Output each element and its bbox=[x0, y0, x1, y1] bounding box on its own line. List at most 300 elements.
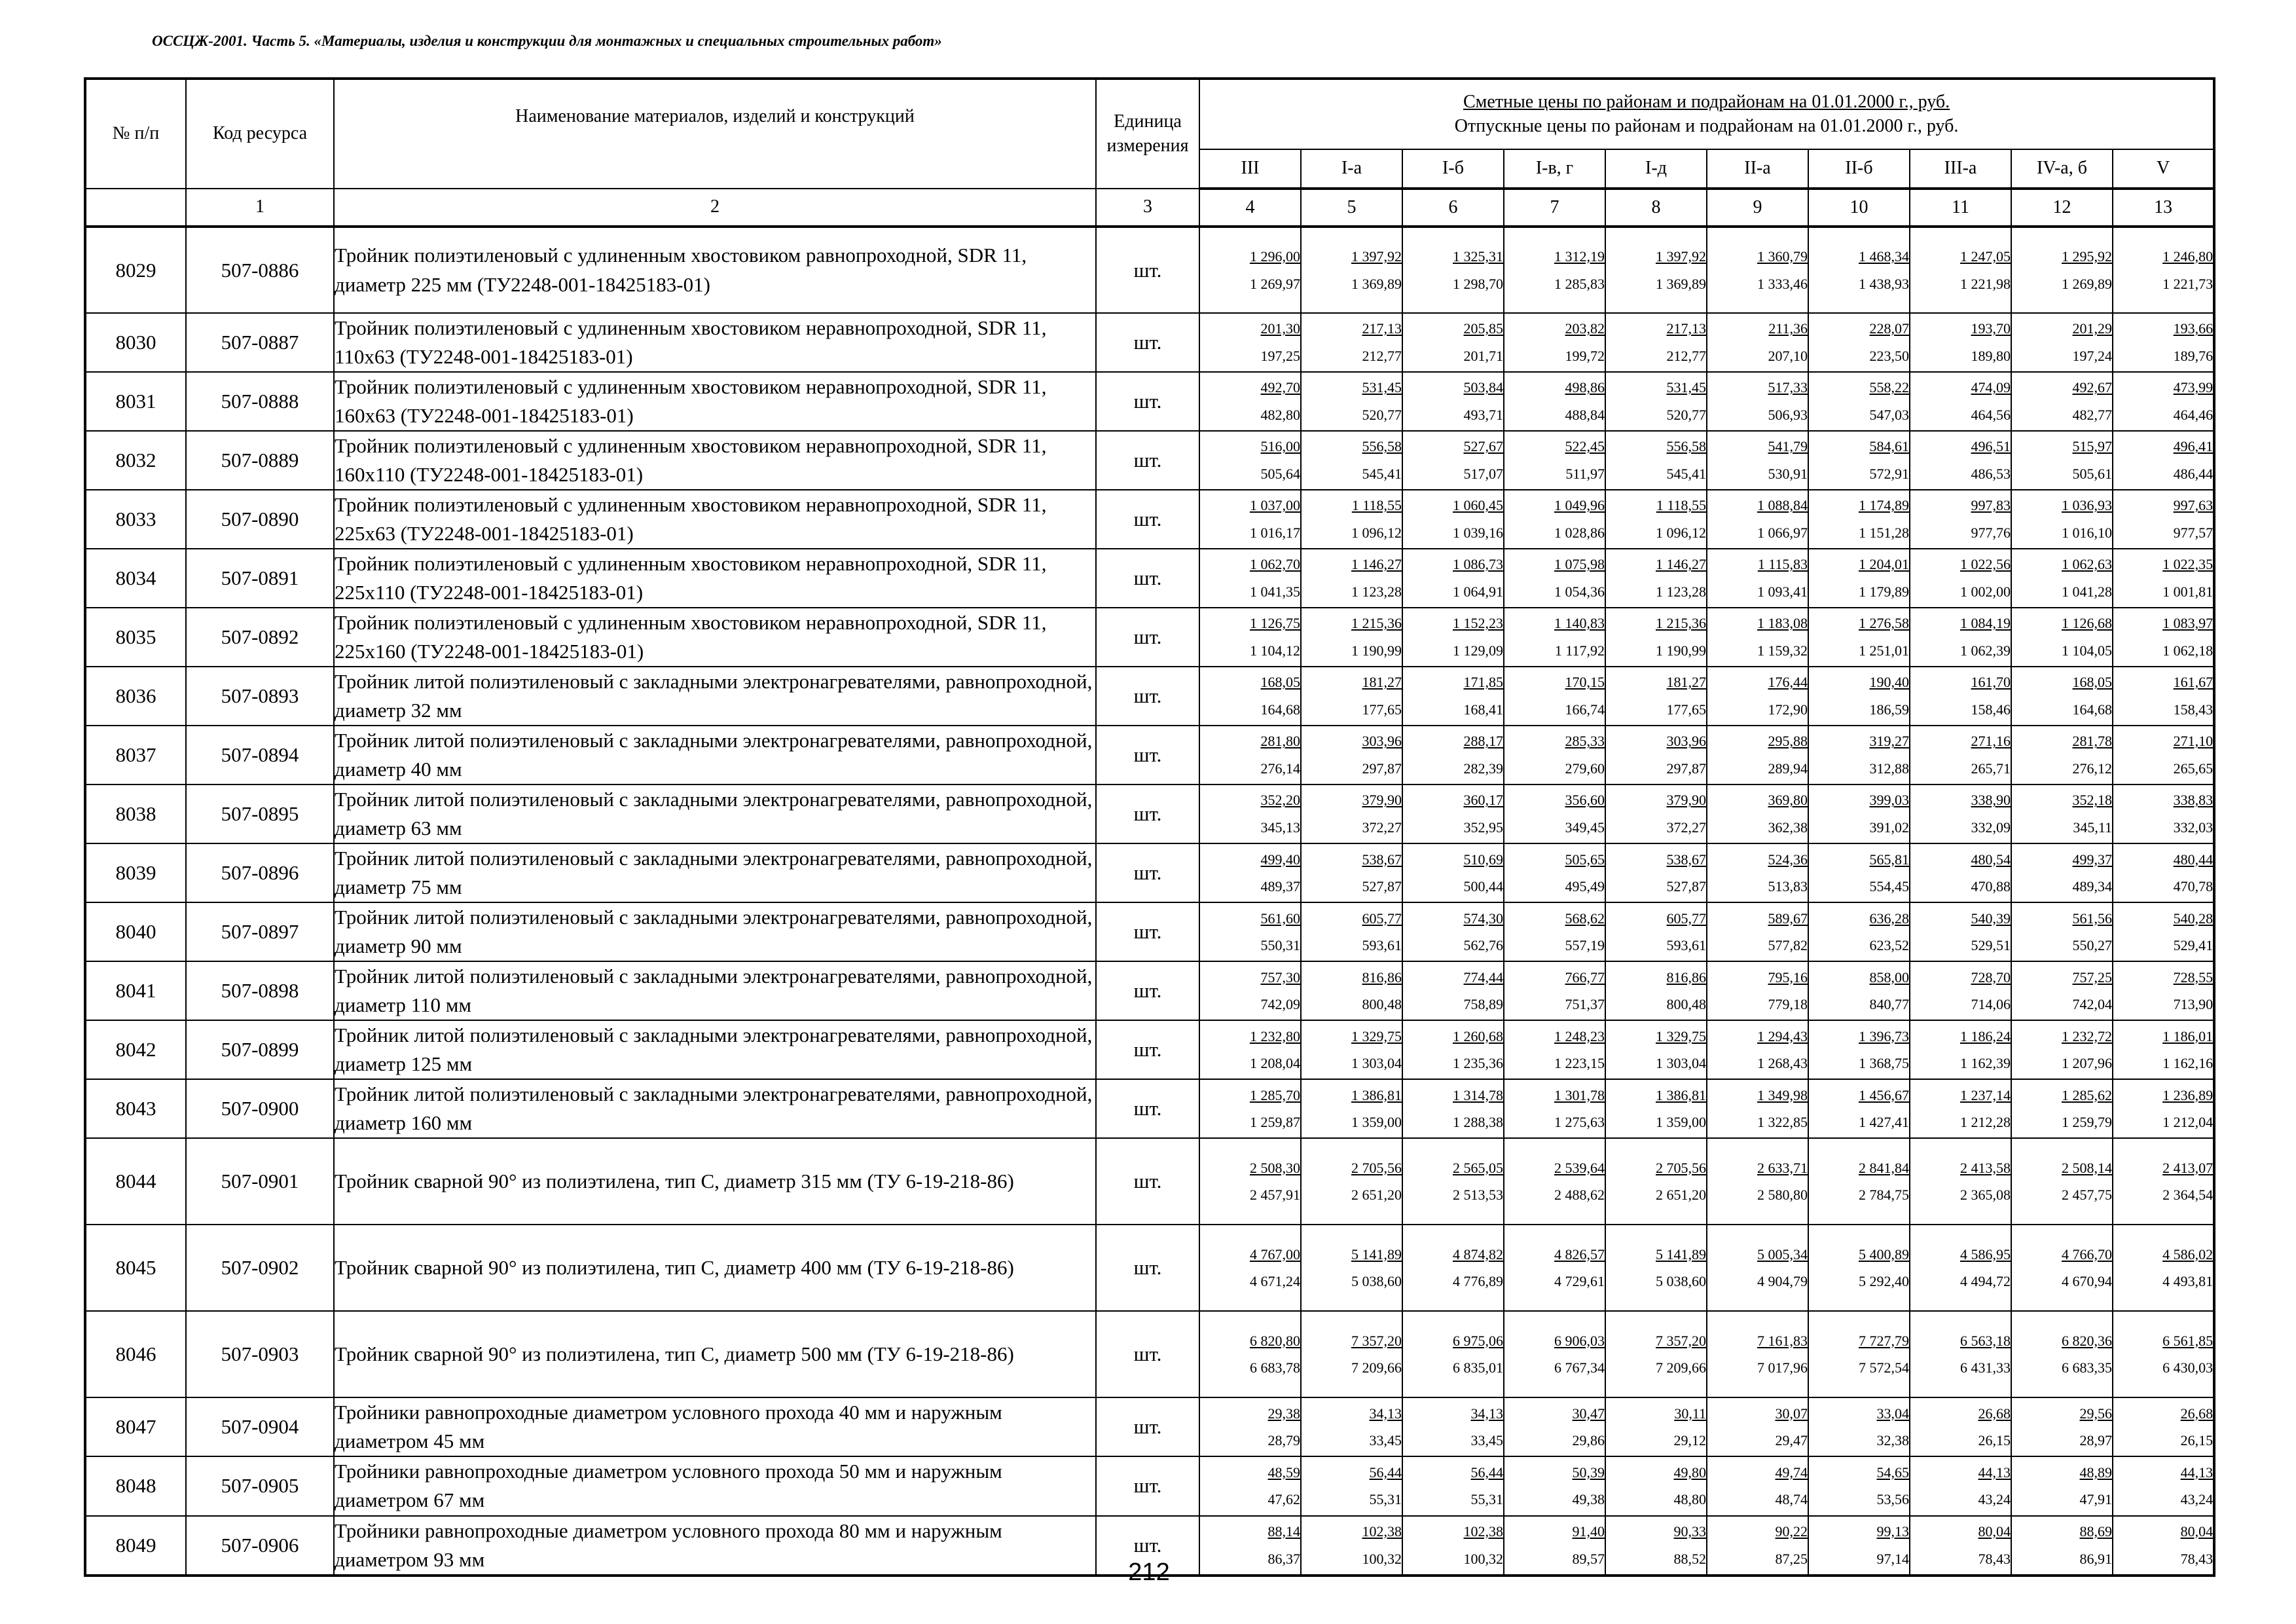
price-cell bbox=[1605, 667, 1707, 726]
price-cell bbox=[1910, 902, 2011, 961]
estimate-price: 728,70 bbox=[1971, 969, 2011, 986]
estimate-price: 193,66 bbox=[2173, 320, 2214, 337]
estimate-price: 4 586,02 bbox=[2162, 1246, 2214, 1263]
price-cell bbox=[1199, 843, 1301, 902]
release-price: 4 494,72 bbox=[1960, 1273, 2011, 1290]
estimate-price: 1 386,81 bbox=[1656, 1086, 1706, 1103]
release-price: 1 369,89 bbox=[1656, 275, 1706, 292]
table-row bbox=[85, 313, 2214, 372]
row-number: 8034 bbox=[85, 549, 186, 608]
price-cell bbox=[1301, 1079, 1402, 1138]
resource-code: 507-0890 bbox=[186, 490, 334, 549]
estimate-price: 80,04 bbox=[1978, 1522, 2011, 1540]
estimate-price: 5 400,89 bbox=[1859, 1246, 1909, 1263]
estimate-price: 2 633,71 bbox=[1757, 1159, 1808, 1176]
release-price: 1 208,04 bbox=[1250, 1055, 1300, 1072]
release-price: 1 117,92 bbox=[1554, 642, 1605, 659]
estimate-price: 168,05 bbox=[1260, 674, 1300, 691]
resource-code: 507-0894 bbox=[186, 726, 334, 784]
header-prices-estimate: Сметные цены по районам и подрайонам на 01.01.2000 г., руб. bbox=[1463, 92, 1950, 113]
price-cell bbox=[1910, 431, 2011, 490]
estimate-price: 1 232,80 bbox=[1250, 1027, 1300, 1044]
estimate-price: 6 820,36 bbox=[2062, 1332, 2112, 1349]
release-price: 1 221,73 bbox=[2162, 275, 2214, 292]
release-price: 1 041,35 bbox=[1250, 583, 1300, 600]
release-price: 562,76 bbox=[1463, 937, 1503, 954]
price-cell bbox=[2113, 667, 2214, 726]
estimate-price: 540,28 bbox=[2173, 910, 2214, 927]
column-number: 11 bbox=[1910, 189, 2011, 227]
price-cell bbox=[1504, 902, 1605, 961]
estimate-price: 510,69 bbox=[1463, 851, 1503, 868]
resource-code: 507-0887 bbox=[186, 313, 334, 372]
header-region: I-б bbox=[1402, 149, 1504, 189]
estimate-price: 2 508,30 bbox=[1250, 1159, 1300, 1176]
price-cell bbox=[1910, 1225, 2011, 1311]
price-cell bbox=[1605, 227, 1707, 313]
estimate-price: 5 005,34 bbox=[1757, 1246, 1808, 1263]
price-cell bbox=[2113, 784, 2214, 843]
price-cell bbox=[2113, 843, 2214, 902]
estimate-price: 492,67 bbox=[2072, 379, 2112, 396]
release-price: 372,27 bbox=[1362, 819, 1402, 836]
release-price: 48,74 bbox=[1775, 1491, 1808, 1508]
estimate-price: 193,70 bbox=[1971, 320, 2011, 337]
document-header: ОССЦЖ-2001. Часть 5. «Материалы, изделия и конструкции для монтажных и специальных строительных работ» bbox=[152, 33, 942, 49]
estimate-price: 399,03 bbox=[1869, 792, 1909, 809]
price-cell bbox=[1199, 1311, 1301, 1397]
estimate-price: 2 841,84 bbox=[1859, 1159, 1909, 1176]
estimate-price: 1 204,01 bbox=[1859, 556, 1909, 573]
price-cell bbox=[1910, 1516, 2011, 1576]
release-price: 488,84 bbox=[1565, 407, 1605, 424]
estimate-price: 33,04 bbox=[1876, 1405, 1909, 1422]
price-cell bbox=[1808, 1516, 1910, 1576]
price-cell bbox=[1402, 549, 1504, 608]
estimate-price: 1 468,34 bbox=[1859, 248, 1909, 265]
table-row bbox=[85, 667, 2214, 726]
table-row bbox=[85, 1456, 2214, 1515]
estimate-price: 757,25 bbox=[2072, 969, 2112, 986]
estimate-price: 48,59 bbox=[1267, 1464, 1300, 1481]
release-price: 197,25 bbox=[1260, 348, 1300, 365]
estimate-price: 271,16 bbox=[1971, 733, 2011, 750]
release-price: 2 784,75 bbox=[1859, 1187, 1909, 1204]
price-cell bbox=[2113, 1138, 2214, 1225]
release-price: 6 683,78 bbox=[1250, 1359, 1300, 1376]
release-price: 212,77 bbox=[1666, 348, 1706, 365]
price-table bbox=[84, 77, 2215, 1577]
price-cell bbox=[1199, 1079, 1301, 1138]
estimate-price: 285,33 bbox=[1565, 733, 1605, 750]
price-cell bbox=[2113, 1456, 2214, 1515]
estimate-price: 1 146,27 bbox=[1351, 556, 1402, 573]
price-cell bbox=[1504, 1079, 1605, 1138]
release-price: 276,14 bbox=[1260, 760, 1300, 777]
price-cell bbox=[2113, 372, 2214, 431]
estimate-price: 1 022,56 bbox=[1960, 556, 2011, 573]
unit-of-measure: шт. bbox=[1096, 1225, 1199, 1311]
material-name: Тройник литой полиэтиленовый с закладными электронагревателями, равнопроходной, диаметр 40 мм bbox=[334, 726, 1096, 784]
release-price: 7 209,66 bbox=[1351, 1359, 1402, 1376]
price-cell bbox=[2011, 1225, 2113, 1311]
price-cell bbox=[1199, 431, 1301, 490]
estimate-price: 6 906,03 bbox=[1554, 1332, 1605, 1349]
release-price: 1 129,09 bbox=[1453, 642, 1503, 659]
material-name: Тройники равнопроходные диаметром условного прохода 50 мм и наружным диаметром 67 мм bbox=[334, 1456, 1096, 1515]
estimate-price: 516,00 bbox=[1260, 438, 1300, 455]
release-price: 1 303,04 bbox=[1351, 1055, 1402, 1072]
estimate-price: 1 183,08 bbox=[1757, 615, 1808, 632]
estimate-price: 90,33 bbox=[1673, 1522, 1706, 1540]
release-price: 28,79 bbox=[1267, 1432, 1300, 1449]
release-price: 2 580,80 bbox=[1757, 1187, 1808, 1204]
estimate-price: 1 086,73 bbox=[1453, 556, 1503, 573]
estimate-price: 190,40 bbox=[1869, 674, 1909, 691]
header-code: Код ресурса bbox=[186, 79, 334, 189]
estimate-price: 1 232,72 bbox=[2062, 1027, 2112, 1044]
release-price: 4 670,94 bbox=[2062, 1273, 2112, 1290]
header-region: III-а bbox=[1910, 149, 2011, 189]
price-cell bbox=[2113, 608, 2214, 667]
release-price: 4 776,89 bbox=[1453, 1273, 1503, 1290]
release-price: 197,24 bbox=[2072, 348, 2112, 365]
release-price: 2 457,75 bbox=[2062, 1187, 2112, 1204]
estimate-price: 201,30 bbox=[1260, 320, 1300, 337]
price-cell bbox=[2011, 1456, 2113, 1515]
release-price: 172,90 bbox=[1768, 701, 1808, 718]
price-cell bbox=[1707, 902, 1808, 961]
release-price: 265,65 bbox=[2173, 760, 2214, 777]
price-cell bbox=[2011, 667, 2113, 726]
estimate-price: 766,77 bbox=[1565, 969, 1605, 986]
price-cell bbox=[1504, 431, 1605, 490]
estimate-price: 1 084,19 bbox=[1960, 615, 2011, 632]
release-price: 26,15 bbox=[1978, 1432, 2011, 1449]
price-cell bbox=[2011, 372, 2113, 431]
price-cell bbox=[1605, 549, 1707, 608]
release-price: 554,45 bbox=[1869, 878, 1909, 895]
price-cell bbox=[2011, 490, 2113, 549]
price-cell bbox=[1910, 843, 2011, 902]
resource-code: 507-0895 bbox=[186, 784, 334, 843]
table-row bbox=[85, 608, 2214, 667]
row-number: 8038 bbox=[85, 784, 186, 843]
release-price: 1 016,17 bbox=[1250, 525, 1300, 542]
estimate-price: 6 563,18 bbox=[1960, 1332, 2011, 1349]
table-row bbox=[85, 1397, 2214, 1456]
price-cell bbox=[1301, 490, 1402, 549]
release-price: 505,64 bbox=[1260, 466, 1300, 483]
release-price: 5 292,40 bbox=[1859, 1273, 1909, 1290]
estimate-price: 44,13 bbox=[2180, 1464, 2214, 1481]
release-price: 1 259,79 bbox=[2062, 1114, 2112, 1131]
release-price: 593,61 bbox=[1362, 937, 1402, 954]
release-price: 550,27 bbox=[2072, 937, 2112, 954]
price-cell bbox=[1808, 1225, 1910, 1311]
table-row bbox=[85, 227, 2214, 313]
estimate-price: 90,22 bbox=[1775, 1522, 1808, 1540]
row-number: 8040 bbox=[85, 902, 186, 961]
price-cell bbox=[1707, 490, 1808, 549]
price-cell bbox=[1605, 1397, 1707, 1456]
estimate-price: 26,68 bbox=[1978, 1405, 2011, 1422]
price-cell bbox=[1808, 1456, 1910, 1515]
estimate-price: 540,39 bbox=[1971, 910, 2011, 927]
release-price: 177,65 bbox=[1362, 701, 1402, 718]
estimate-price: 1 294,43 bbox=[1757, 1027, 1808, 1044]
price-cell bbox=[1199, 1138, 1301, 1225]
price-cell bbox=[1605, 961, 1707, 1020]
release-price: 577,82 bbox=[1768, 937, 1808, 954]
estimate-price: 7 727,79 bbox=[1859, 1332, 1909, 1349]
row-number: 8031 bbox=[85, 372, 186, 431]
price-cell bbox=[1402, 1397, 1504, 1456]
price-cell bbox=[1808, 1079, 1910, 1138]
estimate-price: 6 820,80 bbox=[1250, 1332, 1300, 1349]
estimate-price: 1 397,92 bbox=[1656, 248, 1706, 265]
price-cell bbox=[1402, 1311, 1504, 1397]
estimate-price: 2 539,64 bbox=[1554, 1159, 1605, 1176]
release-price: 742,04 bbox=[2072, 996, 2112, 1013]
release-price: 7 209,66 bbox=[1656, 1359, 1706, 1376]
table-row bbox=[85, 726, 2214, 784]
price-cell bbox=[1301, 431, 1402, 490]
column-number: 9 bbox=[1707, 189, 1808, 227]
estimate-price: 499,40 bbox=[1260, 851, 1300, 868]
price-cell bbox=[1504, 726, 1605, 784]
release-price: 2 651,20 bbox=[1656, 1187, 1706, 1204]
material-name: Тройник литой полиэтиленовый с закладными электронагревателями, равнопроходной, диаметр 63 мм bbox=[334, 784, 1096, 843]
release-price: 1 359,00 bbox=[1656, 1114, 1706, 1131]
estimate-price: 1 349,98 bbox=[1757, 1086, 1808, 1103]
release-price: 223,50 bbox=[1869, 348, 1909, 365]
estimate-price: 170,15 bbox=[1565, 674, 1605, 691]
row-number: 8039 bbox=[85, 843, 186, 902]
column-number: 13 bbox=[2113, 189, 2214, 227]
price-cell bbox=[1910, 1079, 2011, 1138]
price-cell bbox=[2113, 726, 2214, 784]
estimate-price: 211,36 bbox=[1768, 320, 1808, 337]
release-price: 489,37 bbox=[1260, 878, 1300, 895]
estimate-price: 1 215,36 bbox=[1351, 615, 1402, 632]
header-region: III bbox=[1199, 149, 1301, 189]
price-cell bbox=[2011, 1311, 2113, 1397]
header-unit: Единица измерения bbox=[1096, 79, 1199, 189]
price-cell bbox=[1199, 902, 1301, 961]
price-cell bbox=[1808, 1397, 1910, 1456]
release-price: 1 039,16 bbox=[1453, 525, 1503, 542]
price-cell bbox=[1199, 1456, 1301, 1515]
price-cell bbox=[1402, 1456, 1504, 1515]
price-cell bbox=[1910, 1138, 2011, 1225]
price-cell bbox=[1605, 1225, 1707, 1311]
release-price: 493,71 bbox=[1463, 407, 1503, 424]
price-cell bbox=[1707, 843, 1808, 902]
estimate-price: 1 215,36 bbox=[1656, 615, 1706, 632]
price-cell bbox=[1402, 667, 1504, 726]
header-region: I-д bbox=[1605, 149, 1707, 189]
price-cell bbox=[1301, 1516, 1402, 1576]
release-price: 312,88 bbox=[1869, 760, 1909, 777]
row-number: 8029 bbox=[85, 227, 186, 313]
estimate-price: 56,44 bbox=[1470, 1464, 1503, 1481]
estimate-price: 1 301,78 bbox=[1554, 1086, 1605, 1103]
row-number: 8041 bbox=[85, 961, 186, 1020]
estimate-price: 5 141,89 bbox=[1656, 1246, 1706, 1263]
price-cell bbox=[1605, 726, 1707, 784]
price-cell bbox=[1301, 726, 1402, 784]
estimate-price: 1 276,58 bbox=[1859, 615, 1909, 632]
table-row bbox=[85, 902, 2214, 961]
price-cell bbox=[2011, 902, 2113, 961]
release-price: 506,93 bbox=[1768, 407, 1808, 424]
estimate-price: 29,38 bbox=[1267, 1405, 1300, 1422]
price-cell bbox=[2011, 313, 2113, 372]
row-number: 8035 bbox=[85, 608, 186, 667]
price-cell bbox=[1910, 608, 2011, 667]
release-price: 5 038,60 bbox=[1656, 1273, 1706, 1290]
price-cell bbox=[1707, 1138, 1808, 1225]
estimate-price: 34,13 bbox=[1470, 1405, 1503, 1422]
release-price: 186,59 bbox=[1869, 701, 1909, 718]
release-price: 1 285,83 bbox=[1554, 275, 1605, 292]
price-cell bbox=[2113, 902, 2214, 961]
material-name: Тройник литой полиэтиленовый с закладными электронагревателями, равнопроходной, диаметр 32 мм bbox=[334, 667, 1096, 726]
material-name: Тройник литой полиэтиленовый с закладными электронагревателями, равнопроходной, диаметр 125 мм bbox=[334, 1020, 1096, 1079]
price-cell bbox=[1707, 1456, 1808, 1515]
column-number: 2 bbox=[334, 189, 1096, 227]
price-cell bbox=[1402, 784, 1504, 843]
price-cell bbox=[1605, 1020, 1707, 1079]
row-number: 8045 bbox=[85, 1225, 186, 1311]
price-cell bbox=[2113, 1079, 2214, 1138]
price-cell bbox=[1402, 902, 1504, 961]
price-cell bbox=[2011, 784, 2113, 843]
resource-code: 507-0889 bbox=[186, 431, 334, 490]
estimate-price: 34,13 bbox=[1369, 1405, 1402, 1422]
estimate-price: 522,45 bbox=[1565, 438, 1605, 455]
release-price: 372,27 bbox=[1666, 819, 1706, 836]
release-price: 758,89 bbox=[1463, 996, 1503, 1013]
price-cell bbox=[1605, 843, 1707, 902]
price-cell bbox=[1504, 784, 1605, 843]
estimate-price: 203,82 bbox=[1565, 320, 1605, 337]
price-cell bbox=[1808, 667, 1910, 726]
release-price: 1 212,28 bbox=[1960, 1114, 2011, 1131]
release-price: 1 179,89 bbox=[1859, 583, 1909, 600]
material-name: Тройник литой полиэтиленовый с закладными электронагревателями, равнопроходной, диаметр 110 мм bbox=[334, 961, 1096, 1020]
price-cell bbox=[1605, 372, 1707, 431]
release-price: 2 513,53 bbox=[1453, 1187, 1503, 1204]
price-cell bbox=[2011, 1516, 2113, 1576]
release-price: 977,57 bbox=[2173, 525, 2214, 542]
unit-of-measure: шт. bbox=[1096, 961, 1199, 1020]
price-cell bbox=[1707, 1225, 1808, 1311]
release-price: 55,31 bbox=[1369, 1491, 1402, 1508]
release-price: 1 269,97 bbox=[1250, 275, 1300, 292]
estimate-price: 757,30 bbox=[1260, 969, 1300, 986]
price-cell bbox=[1707, 961, 1808, 1020]
unit-of-measure: шт. bbox=[1096, 1311, 1199, 1397]
estimate-price: 1 062,63 bbox=[2062, 556, 2112, 573]
price-cell bbox=[1910, 1311, 2011, 1397]
estimate-price: 1 236,89 bbox=[2162, 1086, 2214, 1103]
release-price: 482,77 bbox=[2072, 407, 2112, 424]
unit-of-measure: шт. bbox=[1096, 1397, 1199, 1456]
release-price: 4 493,81 bbox=[2162, 1273, 2214, 1290]
estimate-price: 728,55 bbox=[2173, 969, 2214, 986]
price-cell bbox=[1199, 1225, 1301, 1311]
release-price: 800,48 bbox=[1362, 996, 1402, 1013]
unit-of-measure: шт. bbox=[1096, 726, 1199, 784]
price-cell bbox=[1301, 313, 1402, 372]
release-price: 2 651,20 bbox=[1351, 1187, 1402, 1204]
estimate-price: 1 386,81 bbox=[1351, 1086, 1402, 1103]
material-name: Тройник полиэтиленовый с удлиненным хвостовиком неравнопроходной, SDR 11, 110х63 (ТУ2248-001-18425183-01) bbox=[334, 313, 1096, 372]
price-cell bbox=[1707, 1397, 1808, 1456]
price-cell bbox=[2113, 1020, 2214, 1079]
estimate-price: 556,58 bbox=[1666, 438, 1706, 455]
release-price: 4 904,79 bbox=[1757, 1273, 1808, 1290]
price-cell bbox=[1301, 1225, 1402, 1311]
estimate-price: 1 146,27 bbox=[1656, 556, 1706, 573]
release-price: 1 359,00 bbox=[1351, 1114, 1402, 1131]
estimate-price: 816,86 bbox=[1362, 969, 1402, 986]
estimate-price: 1 456,67 bbox=[1859, 1086, 1909, 1103]
estimate-price: 2 565,05 bbox=[1453, 1159, 1503, 1176]
row-number: 8030 bbox=[85, 313, 186, 372]
price-cell bbox=[2011, 227, 2113, 313]
release-price: 1 190,99 bbox=[1351, 642, 1402, 659]
price-cell bbox=[1808, 549, 1910, 608]
estimate-price: 480,44 bbox=[2173, 851, 2214, 868]
estimate-price: 589,67 bbox=[1768, 910, 1808, 927]
price-cell bbox=[1910, 372, 2011, 431]
release-price: 55,31 bbox=[1470, 1491, 1503, 1508]
estimate-price: 561,60 bbox=[1260, 910, 1300, 927]
price-cell bbox=[1910, 784, 2011, 843]
estimate-price: 5 141,89 bbox=[1351, 1246, 1402, 1263]
release-price: 1 104,05 bbox=[2062, 642, 2112, 659]
release-price: 86,91 bbox=[2079, 1550, 2112, 1567]
price-cell bbox=[2011, 1138, 2113, 1225]
header-region: IV-а, б bbox=[2011, 149, 2113, 189]
table-row bbox=[85, 372, 2214, 431]
estimate-price: 605,77 bbox=[1362, 910, 1402, 927]
estimate-price: 474,09 bbox=[1971, 379, 2011, 396]
estimate-price: 356,60 bbox=[1565, 792, 1605, 809]
price-cell bbox=[1910, 1020, 2011, 1079]
estimate-price: 352,18 bbox=[2072, 792, 2112, 809]
release-price: 164,68 bbox=[2072, 701, 2112, 718]
table-row bbox=[85, 490, 2214, 549]
price-cell bbox=[2011, 608, 2113, 667]
release-price: 345,13 bbox=[1260, 819, 1300, 836]
resource-code: 507-0888 bbox=[186, 372, 334, 431]
release-price: 511,97 bbox=[1565, 466, 1605, 483]
estimate-price: 1 126,68 bbox=[2062, 615, 2112, 632]
price-cell bbox=[1301, 227, 1402, 313]
row-number: 8047 bbox=[85, 1397, 186, 1456]
release-price: 2 365,08 bbox=[1960, 1187, 2011, 1204]
estimate-price: 1 329,75 bbox=[1351, 1027, 1402, 1044]
price-cell bbox=[1808, 490, 1910, 549]
header-num: № п/п bbox=[85, 79, 186, 189]
price-cell bbox=[1402, 313, 1504, 372]
price-cell bbox=[1910, 726, 2011, 784]
unit-of-measure: шт. bbox=[1096, 549, 1199, 608]
